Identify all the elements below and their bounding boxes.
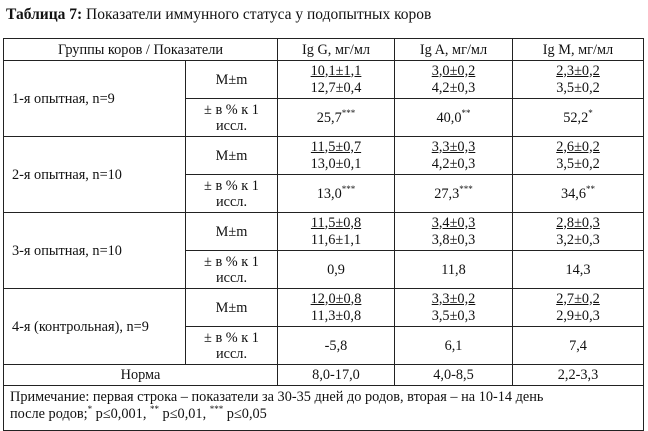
indicator-mean: M±m <box>186 137 278 175</box>
value-before: 3,0±0,2 <box>431 62 476 79</box>
igg-percent: 13,0*** <box>278 175 395 213</box>
value-after: 3,8±0,3 <box>431 231 476 248</box>
value-before: 2,6±0,2 <box>556 138 600 155</box>
indicator-mean: M±m <box>186 213 278 251</box>
significance-mark: * <box>588 107 593 118</box>
igm-values <box>513 137 644 175</box>
iga-percent: 6,1 <box>395 327 513 365</box>
igm-values <box>513 213 644 251</box>
value-before: 2,3±0,2 <box>556 62 600 79</box>
value-after: 4,2±0,3 <box>431 155 476 172</box>
igg-percent: -5,8 <box>278 327 395 365</box>
value-after: 13,0±0,1 <box>310 155 362 172</box>
group-name: 3-я опытная, n=10 <box>4 213 186 289</box>
value-after: 12,7±0,4 <box>310 79 362 96</box>
significance-mark: *** <box>459 183 473 194</box>
igm-percent: 52,2* <box>513 99 644 137</box>
header-groups: Группы коров / Показатели <box>4 39 278 61</box>
header-igg: Ig G, мг/мл <box>278 39 395 61</box>
table-caption <box>6 6 431 24</box>
igm-percent: 34,6** <box>513 175 644 213</box>
value-before: 11,5±0,7 <box>310 138 362 155</box>
value-before: 3,3±0,2 <box>431 290 476 307</box>
norm-row <box>4 365 644 386</box>
igm-values <box>513 61 644 99</box>
significance-mark: ** <box>586 183 596 194</box>
iga-values <box>395 61 513 99</box>
table-body <box>4 61 644 365</box>
group-name: 4-я (контрольная), n=9 <box>4 289 186 365</box>
igg-values <box>278 137 395 175</box>
immune-status-table <box>3 38 644 431</box>
iga-values <box>395 289 513 327</box>
value-after: 3,2±0,3 <box>556 231 600 248</box>
iga-percent: 27,3*** <box>395 175 513 213</box>
header-igm: Ig M, мг/мл <box>513 39 644 61</box>
header-row <box>4 39 644 61</box>
indicator-percent: ± в % к 1 иссл. <box>186 175 278 213</box>
header-iga: Ig A, мг/мл <box>395 39 513 61</box>
value-before: 11,5±0,8 <box>310 214 362 231</box>
value-after: 3,5±0,3 <box>431 307 476 324</box>
value-after: 2,9±0,3 <box>556 307 600 324</box>
indicator-percent: ± в % к 1 иссл. <box>186 327 278 365</box>
norm-iga: 4,0-8,5 <box>395 365 513 386</box>
value-before: 3,3±0,3 <box>431 138 476 155</box>
norm-igm: 2,2-3,3 <box>513 365 644 386</box>
group-name: 1-я опытная, n=9 <box>4 61 186 137</box>
caption-text: Показатели иммунного статуса у подопытных коров <box>86 6 432 23</box>
group-mean-row <box>4 213 644 251</box>
value-before: 2,7±0,2 <box>556 290 600 307</box>
indicator-percent: ± в % к 1 иссл. <box>186 99 278 137</box>
group-name: 2-я опытная, n=10 <box>4 137 186 213</box>
value-after: 11,6±1,1 <box>310 231 362 248</box>
igm-percent: 14,3 <box>513 251 644 289</box>
value-after: 3,5±0,2 <box>556 155 600 172</box>
igg-percent: 25,7*** <box>278 99 395 137</box>
significance-mark: *** <box>341 183 356 194</box>
indicator-mean: M±m <box>186 289 278 327</box>
indicator-percent: ± в % к 1 иссл. <box>186 251 278 289</box>
note-line-1: Примечание: первая строка – показатели за 30-35 дней до родов, вторая – на 10-14 день <box>10 389 544 405</box>
igg-values <box>278 213 395 251</box>
iga-percent: 40,0** <box>395 99 513 137</box>
igg-percent: 0,9 <box>278 251 395 289</box>
value-before: 12,0±0,8 <box>310 290 362 307</box>
igg-values <box>278 289 395 327</box>
iga-percent: 11,8 <box>395 251 513 289</box>
value-before: 2,8±0,3 <box>556 214 600 231</box>
norm-label: Норма <box>4 365 278 386</box>
value-after: 3,5±0,2 <box>556 79 600 96</box>
significance-mark: *** <box>341 107 356 118</box>
value-after: 4,2±0,3 <box>431 79 476 96</box>
igg-values <box>278 61 395 99</box>
value-before: 10,1±1,1 <box>310 62 362 79</box>
value-after: 11,3±0,8 <box>310 307 362 324</box>
value-before: 3,4±0,3 <box>431 214 476 231</box>
norm-igg: 8,0-17,0 <box>278 365 395 386</box>
indicator-mean: M±m <box>186 61 278 99</box>
group-mean-row <box>4 289 644 327</box>
igm-percent: 7,4 <box>513 327 644 365</box>
significance-mark: ** <box>461 107 471 118</box>
note-line-2: после родов;* p≤0,001, ** p≤0,01, *** p≤0,05 <box>10 404 267 422</box>
group-mean-row <box>4 61 644 99</box>
group-mean-row <box>4 137 644 175</box>
caption-label: Таблица 7: <box>6 6 83 23</box>
igm-values <box>513 289 644 327</box>
iga-values <box>395 213 513 251</box>
iga-values <box>395 137 513 175</box>
